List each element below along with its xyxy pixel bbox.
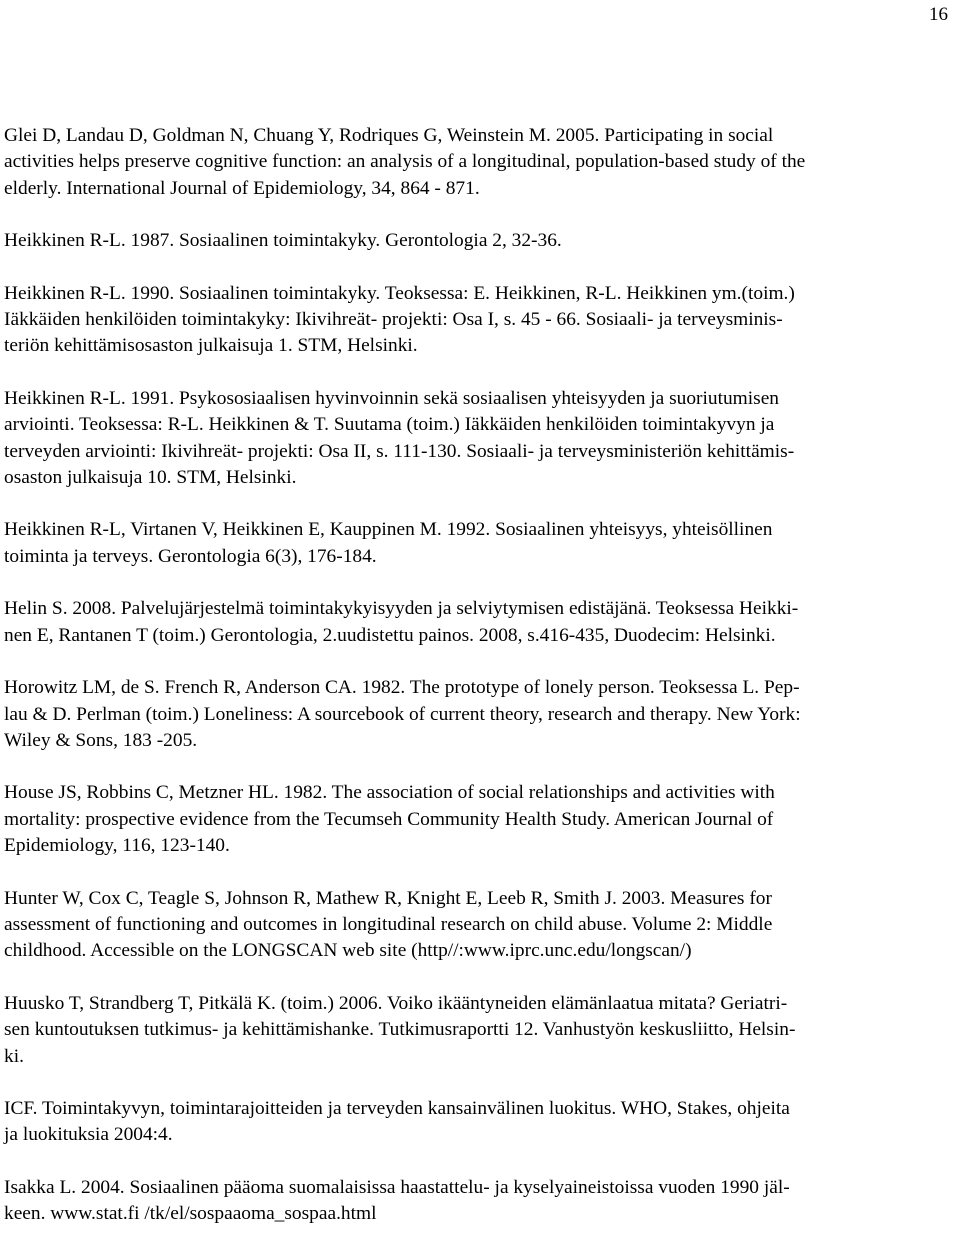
reference-helin-2008: Helin S. 2008. Palvelujärjestelmä toimintakykyisyyden ja selviytymisen edistäjänä. Teoksessa Heikki- nen E, Rantanen T (toim.) Gerontologia, 2.uudistettu painos. 2008, s.416-435, Duodecim: Helsinki. [4,598,799,646]
reference-heikkinen-1991: Heikkinen R-L. 1991. Psykososiaalisen hyvinvoinnin sekä sosiaalisen yhteisyyden ja suoriutumisen arviointi. Teoksessa: R-L. Heikkinen & T. Suutama (toim.) Iäkkäiden henkilöiden toimintakyvyn ja terveyden arviointi: Ikivihreät- projekti: Osa II, s. 111-130. Sosiaali- ja terveysministeriön kehittämis- osaston julkaisuja 10. STM, Helsinki. [4,387,795,489]
reference-list [4,123,956,1228]
reference-hunter-2003: Hunter W, Cox C, Teagle S, Johnson R, Mathew R, Knight E, Leeb R, Smith J. 2003. Measures for assessment of functioning and outcomes in longitudinal research on child abuse. Volume 2: Middle childhood. Accessible on the LONGSCAN web site (http//:www.iprc.unc.edu/longscan/) [4,887,773,962]
page-number: 16 [929,4,948,25]
reference-horowitz-1982: Horowitz LM, de S. French R, Anderson CA. 1982. The prototype of lonely person. Teoksessa L. Pep- lau & D. Perlman (toim.) Loneliness: A sourcebook of current theory, research and therapy. New York: Wiley & Sons, 183 -205. [4,677,801,751]
reference-heikkinen-1992: Heikkinen R-L, Virtanen V, Heikkinen E, Kauppinen M. 1992. Sosiaalinen yhteisyys, yhteisöllinen toiminta ja terveys. Gerontologia 6(3), 176-184. [4,519,773,567]
reference-glei-2005: Glei D, Landau D, Goldman N, Chuang Y, Rodriques G, Weinstein M. 2005. Participating in social activities helps preserve cognitive function: an analysis of a longitudinal, population-based study of the elderly. International Journal of Epidemiology, 34, 864 - 871. [4,125,806,199]
reference-isakka-2004: Isakka L. 2004. Sosiaalinen pääoma suomalaisissa haastattelu- ja kyselyaineistoissa vuoden 1990 jäl- keen. www.stat.fi /tk/el/sospaaoma_sospaa.html [4,1176,790,1225]
reference-icf-2004: ICF. Toimintakyvyn, toimintarajoitteiden ja terveyden kansainvälinen luokitus. WHO, Stakes, ohjeita ja luokituksia 2004:4. [4,1097,790,1146]
reference-heikkinen-1987: Heikkinen R-L. 1987. Sosiaalinen toimintakyky. Gerontologia 2, 32-36. [4,230,562,252]
reference-house-1982: House JS, Robbins C, Metzner HL. 1982. The association of social relationships and activities with mortality: prospective evidence from the Tecumseh Community Health Study. American Journal of Epidemiology, 116, 123-140. [4,782,775,857]
reference-huusko-2006: Huusko T, Strandberg T, Pitkälä K. (toim.) 2006. Voiko ikääntyneiden elämänlaatua mitata? Geriatri- sen kuntoutuksen tutkimus- ja kehittämishanke. Tutkimusraportti 12. Vanhustyön keskusliitto, Helsin- ki. [4,992,796,1067]
reference-heikkinen-1990: Heikkinen R-L. 1990. Sosiaalinen toimintakyky. Teoksessa: E. Heikkinen, R-L. Heikkinen ym.(toim.) Iäkkäiden henkilöiden toimintakyky: Ikivihreät- projekti: Osa I, s. 45 - 66. Sosiaali- ja terveysminis- teriön kehittämisosaston julkaisuja 1. STM, Helsinki. [4,282,795,357]
